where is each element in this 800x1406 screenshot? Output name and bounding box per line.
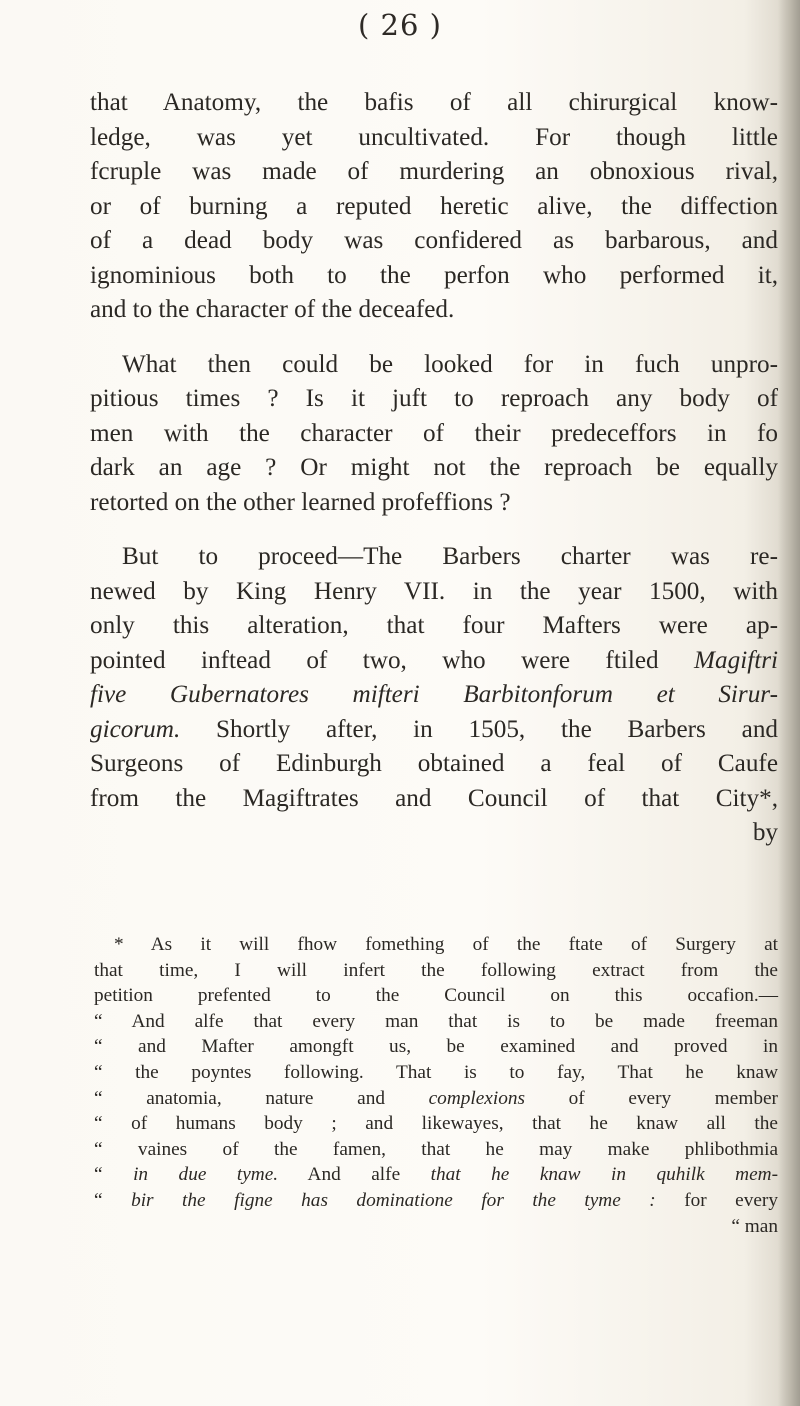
footnote (94, 932, 778, 1239)
footnote-line: “ vaines of the famen, that he may make phlibothmia (94, 1138, 778, 1160)
italic-term: complexions (428, 1087, 526, 1109)
text-line: from the Magiftrates and Council of that City*, (90, 784, 778, 812)
page-binding-shadow (778, 0, 800, 1406)
text-segment: “ (94, 1189, 103, 1211)
text-segment: “ anatomia, nature and (94, 1087, 385, 1109)
text-line: of a dead body was confidered as barbarous, and (90, 227, 778, 254)
text-line: or of burning a reputed heretic alive, the diffection (90, 192, 778, 220)
footnote-line: that time, I will infert the following extract from the (94, 959, 778, 981)
footnote-line: “ and Mafter amongft us, be examined and proved in (94, 1036, 778, 1058)
italic-term: that he knaw in quhilk mem- (430, 1164, 779, 1186)
text-segment: And alfe (307, 1164, 401, 1186)
italic-term: bir the figne has dominatione for the tyme : (131, 1189, 656, 1211)
text-line: and to the character of the deceafed. (90, 296, 455, 323)
main-text (90, 86, 778, 851)
footnote-line: “ And alfe that every man that is to be made freeman (94, 1010, 778, 1032)
footnote-line (94, 1086, 778, 1112)
text-line: that Anatomy, the bafis of all chirurgical know- (90, 89, 778, 116)
text-line: only this alteration, that four Mafters were ap- (90, 612, 778, 639)
text-line: ledge, was yet uncultivated. For though little (90, 123, 778, 151)
catchword: by (752, 819, 778, 846)
footnote-line (94, 1162, 778, 1188)
footnote-line: “ of humans body ; and likewayes, that he knaw all the (94, 1113, 778, 1135)
text-segment: for every (684, 1189, 778, 1211)
text-segment: “ (94, 1164, 103, 1186)
paragraph-gap (90, 520, 778, 540)
text-line (90, 678, 778, 713)
text-line: Surgeons of Edinburgh obtained a feal of Caufe (90, 750, 778, 777)
text-line (90, 644, 778, 679)
text-line: What then could be looked for in fuch unpro- (122, 350, 778, 378)
text-line: fcruple was made of murdering an obnoxious rival, (90, 158, 778, 185)
footnote-line: petition prefented to the Council on this occafion.— (94, 985, 778, 1007)
footnote-line: “ the poyntes following. That is to fay, That he knaw (94, 1061, 778, 1083)
text-segment: pointed inftead of two, who were ftiled (90, 646, 659, 674)
text-line: newed by King Henry VII. in the year 1500, with (90, 577, 778, 605)
text-line: ignominious both to the perfon who performed it, (90, 261, 778, 289)
text-line: dark an age ? Or might not the reproach be equally (90, 454, 778, 481)
italic-term: in due tyme. (133, 1164, 279, 1186)
text-segment: Shortly after, in 1505, the Barbers and (216, 715, 779, 743)
text-line: But to proceed—The Barbers charter was re- (122, 543, 778, 570)
latin-term: Magiftri (694, 646, 778, 674)
footnote-catchword: “ man (731, 1215, 778, 1237)
latin-term: gicorum. (90, 715, 181, 743)
text-line: men with the character of their predeceffors in fo (90, 419, 778, 447)
latin-term: five Gubernatores mifteri Barbitonforum et Sirur- (90, 681, 778, 708)
text-line: pitious times ? Is it juft to reproach any body of (90, 385, 778, 412)
text-line: retorted on the other learned profeffions ? (90, 488, 511, 516)
footnote-line (94, 1188, 778, 1214)
text-segment: of every member (568, 1087, 778, 1109)
text-line (90, 713, 778, 748)
page-number: ( 26 ) (358, 8, 442, 42)
paragraph-gap (90, 328, 778, 348)
footnote-line: * As it will fhow fomething of the ftate of Surgery at (114, 934, 778, 955)
